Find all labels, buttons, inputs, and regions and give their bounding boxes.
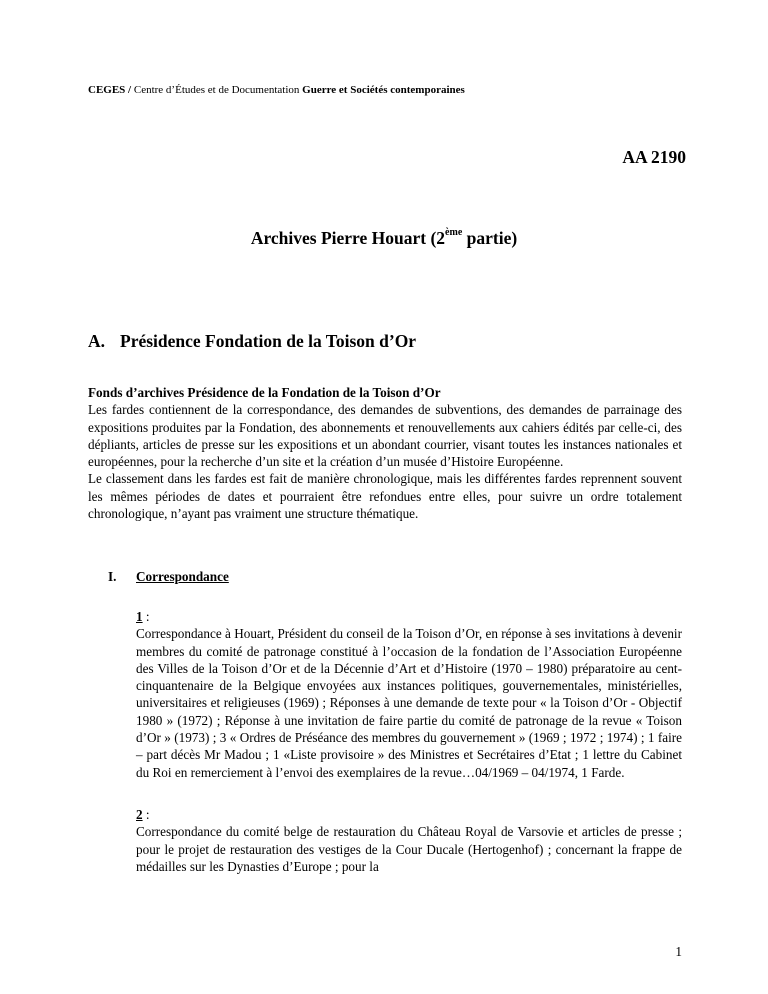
fonds-paragraph-1: Les fardes contiennent de la correspondance, des demandes de subventions, des demandes de parrainage des expositions produites par la Fondation, des abonnements et renouvellements aux cahiers édités par celle-ci, des dépliants, articles de presse sur les expositions et un abondant courrier, visant toutes les instances nationales et européennes, pour la recherche d’un site et la création d’un musée d’Histoire Européenne. [88, 402, 682, 470]
header-org: CEGES / [88, 84, 132, 96]
page-title [0, 228, 768, 249]
item-number: 1 [136, 609, 143, 624]
item-number: 2 [136, 807, 143, 822]
title-main: Archives Pierre Houart (2 [250, 228, 446, 248]
item-heading [136, 608, 682, 625]
title-superscript: ème [445, 227, 463, 238]
fonds-paragraph-2: Le classement dans les fardes est fait de manière chronologique, mais les différentes fardes reprennent souvent les mêmes périodes de dates et pourraient être refondues entre elles, pour suivre un ordre totalement chronologique, n’ayant pas vraiment une structure thématique. [88, 471, 682, 522]
section-heading [88, 331, 416, 352]
fonds-description [88, 384, 682, 522]
archive-code: AA 2190 [622, 147, 686, 167]
title-end: partie) [462, 228, 518, 248]
subsection-number: I. [108, 569, 117, 584]
list-item [136, 806, 682, 875]
section-number: A. [88, 331, 106, 351]
section-label: Présidence Fondation de la Toison d’Or [120, 331, 417, 351]
page-header [88, 84, 465, 96]
item-heading [136, 806, 682, 823]
list-item [136, 608, 682, 781]
header-theme: Guerre et Sociétés contemporaines [302, 84, 465, 96]
fonds-title: Fonds d’archives Présidence de la Fondation de la Toison d’Or [88, 385, 441, 400]
subsection-label: Correspondance [136, 569, 229, 584]
header-centre: Centre d’Études et de Documentation [133, 84, 300, 96]
item-text: Correspondance à Houart, Président du conseil de la Toison d’Or, en réponse à ses invitations à devenir membres du comité de patronage constitué à l’occasion de la fondation de l’Association Européenne des Villes de la Toison d’Or et de la Décennie d’Art et d’Histoire (1970 – 1980) préparatoire au cent-cinquantenaire de la Belgique envoyées aux instances politiques, gouvernementales, ministérielles, universitaires et religieuses (1969) ; Réponses à une demande de texte pour « la Toison d’Or - Objectif 1980 » (1972) ; Réponse à une invitation de faire partie du comité de patronage de la revue « Toison d’Or » (1973) ; 3 « Ordres de Préséance des membres du gouvernement » (1969 ; 1972 ; 1974) ; 1 faire – part décès Mr Madou ; 1 «Liste provisoire » des Ministres et Secrétaires d’Etat ; 1 lettre du Cabinet du Roi en remerciement à l’envoi des exemplaires de la revue…04/1969 – 04/1974, 1 Farde. [136, 626, 682, 780]
item-colon: : [142, 807, 150, 822]
page-number: 1 [675, 944, 682, 959]
item-colon: : [142, 609, 150, 624]
item-text: Correspondance du comité belge de restauration du Château Royal de Varsovie et articles de presse ; pour le projet de restauration des vestiges de la Cour Ducale (Hertogenhof) ; concernant la frappe de médailles sur les Dynasties d’Europe ; pour la [136, 824, 682, 874]
subsection-heading [108, 569, 229, 585]
